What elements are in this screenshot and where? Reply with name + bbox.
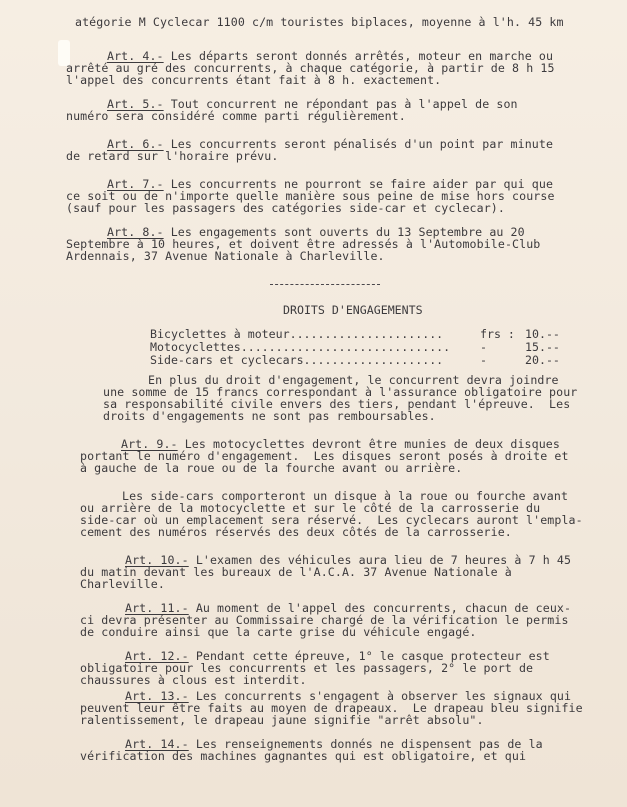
- fee-currency: -: [480, 353, 487, 367]
- article-number: Art. 13.-: [125, 689, 189, 703]
- fee-label: Side-cars et cyclecars....................: [150, 353, 444, 367]
- line-text: atégorie M Cyclecar 1100 c/m touristes biplaces, moyenne à l'h. 45 km: [75, 15, 564, 29]
- article-number: Art. 11.-: [125, 601, 189, 615]
- text-line: [66, 250, 385, 262]
- line-text: vérification des machines gagnantes qui est obligatoire, et qui: [80, 749, 527, 763]
- line-text: Les départs seront donnés arrêtés, moteur en marche ou: [163, 49, 554, 63]
- text-line: [80, 674, 307, 686]
- line-text: cement des numéros réservés des deux côtés de la carrosserie.: [80, 525, 512, 539]
- line-text: Septembre à 10 heures, et doivent être adressés à l'Automobile-Club: [66, 237, 541, 251]
- article-number: Art. 7.-: [107, 177, 164, 191]
- line-text: de conduire ainsi que la carte grise du véhicule engagé.: [80, 625, 477, 639]
- text-line: [80, 626, 476, 638]
- fee-label: Bicyclettes à moteur......................: [150, 327, 444, 341]
- line-text: ralentissement, le drapeau jaune signifie "arrêt absolu".: [80, 713, 484, 727]
- line-text: numéro sera considéré comme parti régulièrement.: [66, 109, 406, 123]
- article-number: Art. 8.-: [107, 225, 164, 239]
- line-text: Les concurrents seront pénalisés d'un point par minute: [163, 137, 554, 151]
- line-text: ce soit ou de n'importe quelle manière sous peine de mise hors course: [66, 189, 555, 203]
- text-line: [75, 16, 564, 28]
- line-text: sa responsabilité civile envers des tiers, pendant l'épreuve. Les: [103, 397, 571, 411]
- fee-label: Motocyclettes..............................: [150, 340, 451, 354]
- line-text: Les motocyclettes devront être munies de deux disques: [177, 437, 560, 451]
- line-text: (sauf pour les passagers des catégories side-car et cyclecar).: [66, 201, 505, 215]
- article-number: Art. 14.-: [125, 737, 189, 751]
- line-text: ou arrière de la motocyclette et sur le côté de la carrosserie du: [80, 501, 541, 515]
- text-line: [80, 578, 165, 590]
- fee-amount: 15.--: [525, 340, 560, 354]
- line-text: L'examen des véhicules aura lieu de 7 heures à 7 h 45: [188, 553, 572, 567]
- line-text: Tout concurrent ne répondant pas à l'appel de son: [163, 97, 518, 111]
- text-line: [66, 202, 505, 214]
- fee-amount: 20.--: [525, 353, 560, 367]
- fee-amount: 10.--: [525, 327, 560, 341]
- article-number: Art. 4.-: [107, 49, 164, 63]
- text-line: [80, 462, 462, 474]
- line-text: peuvent leur être faits au moyen de drapeaux. Le drapeau bleu signifie: [80, 701, 583, 715]
- line-text: Les side-cars comporteront un disque à la roue ou fourche avant: [122, 489, 569, 503]
- section-separator: [270, 284, 380, 285]
- article-number: Art. 12.-: [125, 649, 189, 663]
- fee-currency: -: [480, 340, 487, 354]
- line-text: Charleville.: [80, 577, 165, 591]
- text-line: [66, 150, 278, 162]
- line-text: chaussures à clous est interdit.: [80, 673, 307, 687]
- line-text: une somme de 15 francs correspondant à l'assurance obligatoire pour: [103, 385, 578, 399]
- line-text: ci devra présenter au Commissaire chargé de la vérification le permis: [80, 613, 569, 627]
- line-text: Les concurrents ne pourront se faire aider par qui que: [163, 177, 554, 191]
- line-text: à gauche de la roue ou de la fourche avant ou arrière.: [80, 461, 463, 475]
- text-line: [80, 526, 512, 538]
- line-text: du matin devant les bureaux de l'A.C.A. 37 Avenue Nationale à: [80, 565, 512, 579]
- article-number: Art. 5.-: [107, 97, 164, 111]
- fees-title: DROITS D'ENGAGEMENTS: [283, 303, 423, 317]
- line-text: Au moment de l'appel des concurrents, chacun de ceux-: [188, 601, 572, 615]
- line-text: Les engagements sont ouverts du 13 Septembre au 20: [163, 225, 525, 239]
- line-text: Les renseignements donnés ne dispensent pas de la: [188, 737, 543, 751]
- text-line: [80, 750, 526, 762]
- line-text: droits d'engagements ne sont pas remboursables.: [103, 409, 436, 423]
- line-text: Pendant cette épreuve, 1° le casque protecteur est: [188, 649, 550, 663]
- text-line: [66, 110, 406, 122]
- line-text: obligatoire pour les concurrents et les passagers, 2° le port de: [80, 661, 534, 675]
- line-text: Ardennais, 37 Avenue Nationale à Charleville.: [66, 249, 385, 263]
- line-text: l'appel des concurrents étant fait à 8 h. exactement.: [66, 73, 442, 87]
- article-number: Art. 9.-: [121, 437, 178, 451]
- line-text: portant le numéro d'engagement. Les disques seront posés à droite et: [80, 449, 569, 463]
- text-line: [80, 714, 484, 726]
- fee-currency: frs :: [480, 327, 515, 341]
- text-line: [66, 74, 441, 86]
- line-text: de retard sur l'horaire prévu.: [66, 149, 279, 163]
- line-text: side-car où un emplacement sera réservé. Les cyclecars auront l'empla-: [80, 513, 583, 527]
- text-line: [103, 410, 436, 422]
- line-text: arrêté au gré des concurrents, à chaque catégorie, à partir de 8 h 15: [66, 61, 555, 75]
- line-text: Les concurrents s'engagent à observer les signaux qui: [188, 689, 572, 703]
- article-number: Art. 6.-: [107, 137, 164, 151]
- article-number: Art. 10.-: [125, 553, 189, 567]
- line-text: En plus du droit d'engagement, le concurrent devra joindre: [148, 373, 559, 387]
